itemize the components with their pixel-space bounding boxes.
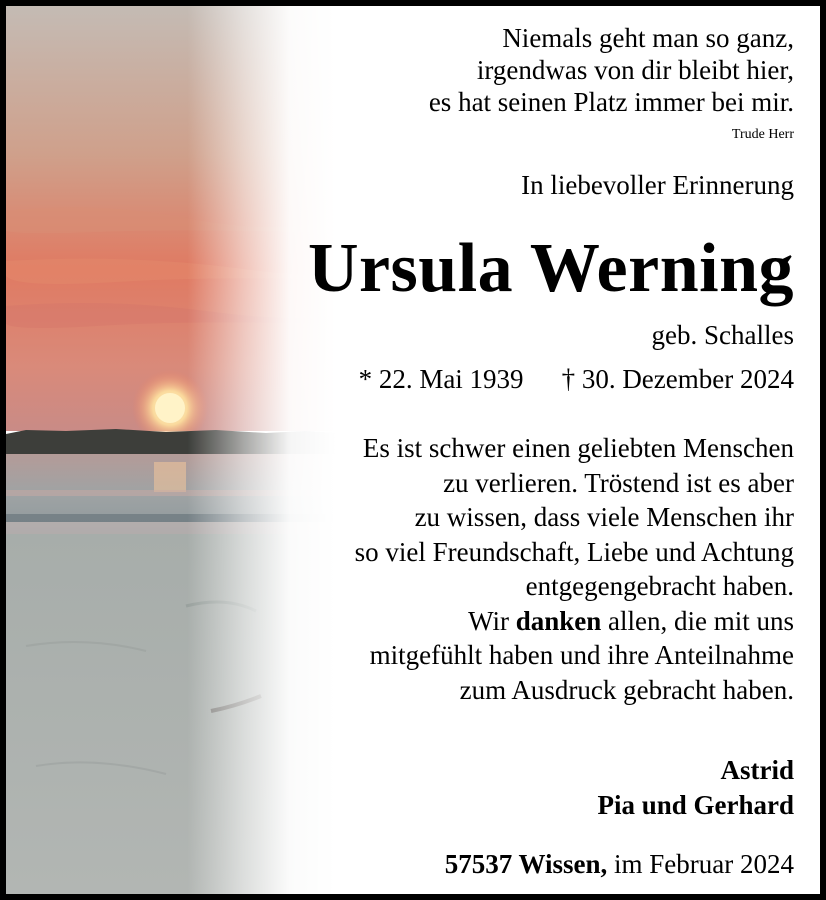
message-line: Es ist schwer einen geliebten Menschen <box>362 433 794 463</box>
quote-line: Niemals geht man so ganz, <box>502 23 794 53</box>
birth-date: * 22. Mai 1939 <box>358 364 524 394</box>
message-line: zu verlieren. Tröstend ist es aber <box>443 467 794 498</box>
message <box>355 431 794 707</box>
quote <box>429 22 794 118</box>
message-line: entgegengebracht haben. <box>525 571 794 601</box>
mourner: Astrid <box>720 755 794 785</box>
mourners <box>597 753 794 823</box>
message-line: so viel Freundschaft, Liebe und Achtung <box>354 536 794 567</box>
death-date: † 30. Dezember 2024 <box>561 364 794 394</box>
place-date <box>445 849 794 880</box>
message-line: zum Ausdruck gebracht haben. <box>459 674 794 705</box>
quote-author: Trude Herr <box>731 127 794 142</box>
message-line: zu wissen, dass viele Menschen ihr <box>414 502 794 532</box>
place: 57537 Wissen, <box>444 849 608 879</box>
sunset-beach-photo <box>6 6 336 894</box>
thanks-before: Wir <box>468 605 516 636</box>
message-line: mitgefühlt haben und ihre Anteilnahme <box>369 640 794 670</box>
birth-name: geb. Schalles <box>651 320 794 350</box>
mourner: Pia und Gerhard <box>597 790 794 820</box>
quote-line: es hat seinen Platz immer bei mir. <box>428 87 794 117</box>
thanks-bold: danken <box>515 605 602 636</box>
life-dates <box>359 364 794 395</box>
thanks-line <box>355 604 794 639</box>
deceased-name: Ursula Werning <box>307 230 794 307</box>
thanks-after: allen, die mit uns <box>601 605 794 636</box>
quote-line: irgendwas von dir bleibt hier, <box>476 55 794 85</box>
memory-line: In liebevoller Erinnerung <box>521 170 794 200</box>
date: im Februar 2024 <box>607 849 794 879</box>
